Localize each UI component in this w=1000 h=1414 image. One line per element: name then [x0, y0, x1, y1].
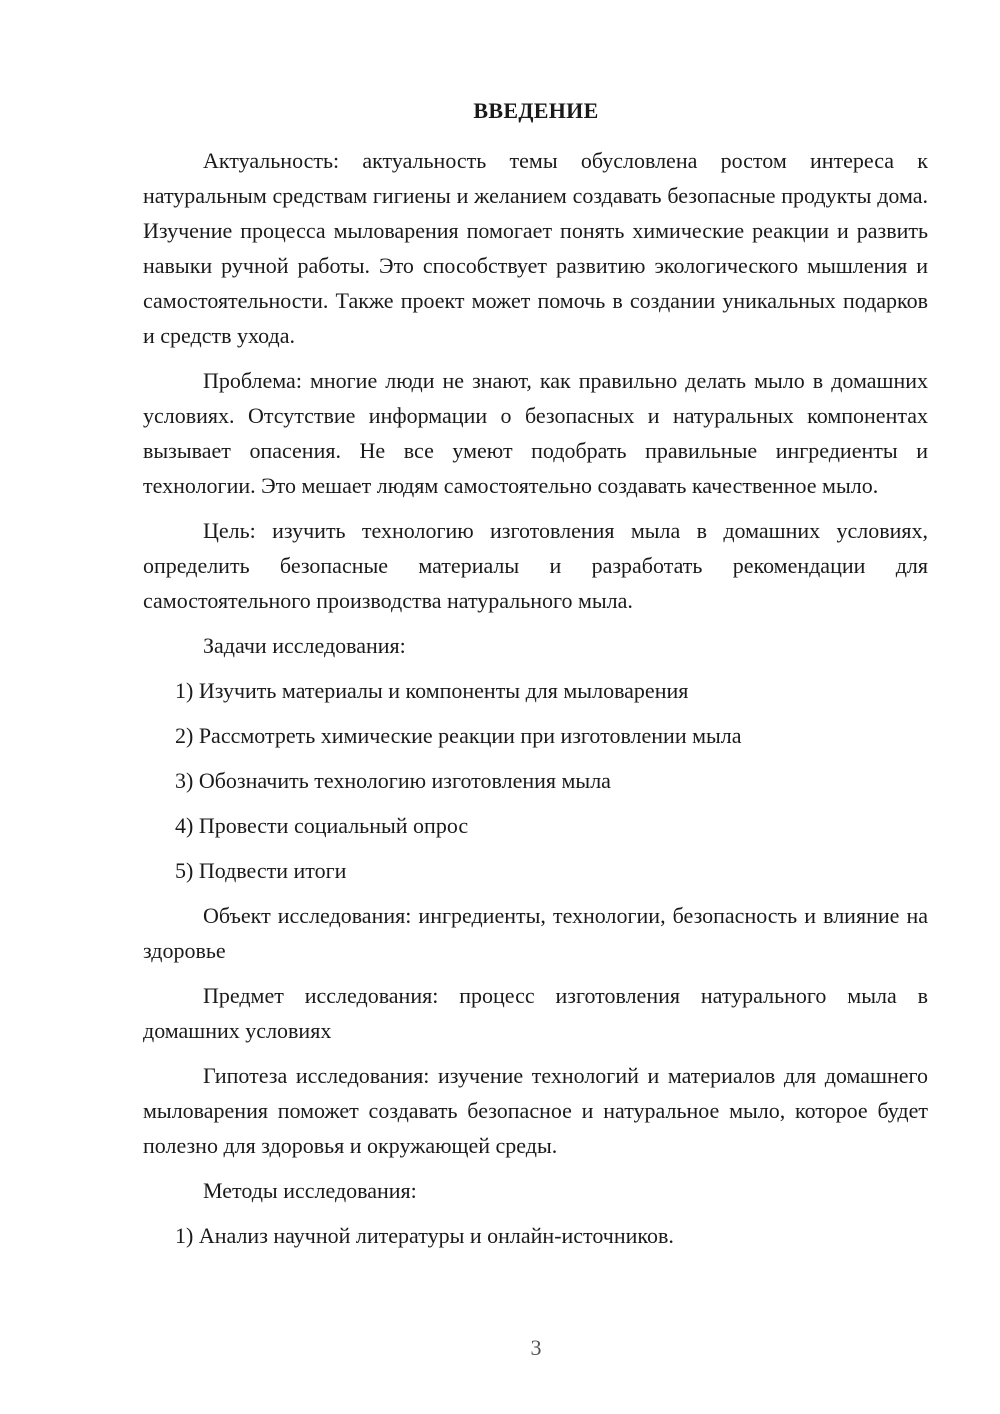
method-list-item: 1) Анализ научной литературы и онлайн-источников. — [175, 1223, 674, 1248]
task-list-item: 1) Изучить материалы и компоненты для мыловарения — [175, 678, 689, 703]
task-list-item: 3) Обозначить технологию изготовления мыла — [175, 768, 611, 793]
document-body — [143, 143, 928, 1263]
goal-paragraph: Цель: изучить технологию изготовления мыла в домашних условиях, определить безопасные материалы и разработать рекомендации для самостоятельного производства натурального мыла. — [143, 518, 928, 613]
page-number: 3 — [530, 1335, 542, 1360]
object-paragraph: Объект исследования: ингредиенты, технологии, безопасность и влияние на здоровье — [143, 903, 928, 963]
methods-heading: Методы исследования: — [203, 1178, 417, 1203]
task-list-item: 4) Провести социальный опрос — [175, 813, 469, 838]
task-list-item: 5) Подвести итоги — [175, 858, 347, 883]
hypothesis-paragraph: Гипотеза исследования: изучение технологий и материалов для домашнего мыловарения поможет создавать безопасное и натуральное мыло, которое будет полезно для здоровья и окружающей среды. — [143, 1063, 928, 1158]
page-title: ВВЕДЕНИЕ — [473, 98, 599, 123]
relevance-paragraph: Актуальность: актуальность темы обусловлена ростом интереса к натуральным средствам гигиены и желанием создавать безопасные продукты дома. Изучение процесса мыловарения помогает понять химические реакции и развить навыки ручной работы. Это способствует развитию экологического мышления и самостоятельности. Также проект может помочь в создании уникальных подарков и средств ухода. — [143, 148, 928, 348]
task-list-item: 2) Рассмотреть химические реакции при изготовлении мыла — [175, 723, 742, 748]
problem-paragraph: Проблема: многие люди не знают, как правильно делать мыло в домашних условиях. Отсутствие информации о безопасных и натуральных компонентах вызывает опасения. Не все умеют подобрать правильные ингредиенты и технологии. Это мешает людям самостоятельно создавать качественное мыло. — [143, 368, 928, 498]
tasks-heading: Задачи исследования: — [203, 633, 406, 658]
subject-paragraph: Предмет исследования: процесс изготовления натурального мыла в домашних условиях — [143, 983, 928, 1043]
